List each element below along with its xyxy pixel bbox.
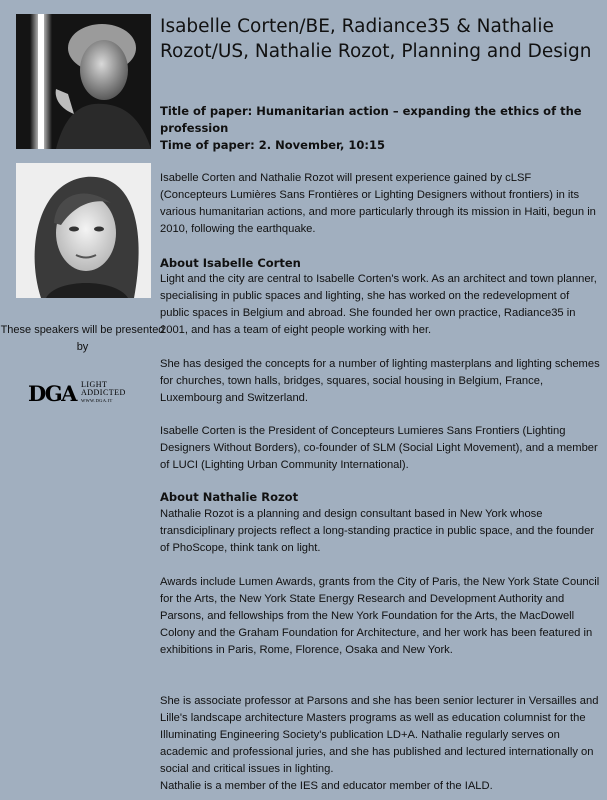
- logo-line-1: LIGHT: [80, 380, 108, 389]
- paper-title: Title of paper: Humanitarian action – expanding the ethics of the profession: [160, 104, 582, 135]
- logo-mark: DGA: [28, 380, 76, 406]
- isabelle-paragraph-2: She has desiged the concepts for a number of lighting masterplans and lighting schemes for churches, town halls, bridges, squares, social housing in Belgium, France, Luxembourg and Switzerland.: [160, 358, 600, 404]
- photo-nathalie-rozot: [16, 163, 151, 298]
- nathalie-closing: Nathalie is a member of the IES and educator member of the IALD.: [160, 780, 493, 792]
- logo-line-2: ADDICTED: [80, 388, 126, 397]
- presenter-text: These speakers will be presented by: [0, 324, 165, 353]
- nathalie-heading: About Nathalie Rozot: [160, 490, 299, 504]
- nathalie-paragraph-3-text: She is associate professor at Parsons and she has been senior lecturer in Versailles and Lille's landscape architecture Masters programs as well as education columnist for the Illuminating Engineering Society's publication LD+A. Nathalie regularly serves on academic and professional juries, and she has published and lectured internationally on social and critical issues in lighting.: [160, 695, 599, 775]
- logo-subtitle: [81, 381, 126, 405]
- isabelle-paragraph-3: Isabelle Corten is the President of Concepteurs Lumieres Sans Frontiers (Lighting Designers Without Borders), co-founder of SLM (Social Light Movement), and a member of LUCI (Lighting Urban Community International).: [160, 425, 598, 471]
- intro-paragraph: Isabelle Corten and Nathalie Rozot will present experience gained by cLSF (Concepteurs Lumières Sans Frontières or Lighting Designers without frontiers) in its various humanitarian actions, and more particularly through its mission in Haiti, begun in 2010, following the earthquake.: [160, 172, 596, 235]
- photo-isabelle-corten: [16, 14, 151, 149]
- sidebar: [0, 0, 165, 800]
- nathalie-paragraph-3: [160, 693, 600, 795]
- paper-time: Time of paper: 2. November, 10:15: [160, 138, 385, 152]
- dga-logo[interactable]: [28, 380, 148, 406]
- isabelle-paragraph-1: Light and the city are central to Isabelle Corten's work. As an architect and town planner, specialising in public spaces and lighting, she has worked on the redevelopment of public spaces in Belgium and abroad. She founded her own practice, Radiance35 in 2001, and has a team of eight people working with her.: [160, 273, 597, 336]
- nathalie-paragraph-2: Awards include Lumen Awards, grants from the City of Paris, the New York State Council for the Arts, the New York State Energy Research and Development Authority and Parsons, and fellowships from the New York Foundation for the Arts, the MacDowell Colony and the Graham Foundation for Architecture, and her work has been featured in exhibitions in Paris, Rome, Florence, Osaka and New York.: [160, 576, 600, 656]
- page-title: Isabelle Corten/BE, Radiance35 & Nathalie Rozot/US, Nathalie Rozot, Planning and Design: [160, 16, 592, 62]
- nathalie-paragraph-1: Nathalie Rozot is a planning and design consultant based in New York whose transdiciplinary projects reflect a long-standing practice in public space, and the founder of PhoScope, think tank on light.: [160, 508, 595, 554]
- paper-meta: [160, 103, 600, 154]
- isabelle-heading: About Isabelle Corten: [160, 256, 301, 270]
- logo-line-3: WWW.DGA.IT: [80, 398, 113, 403]
